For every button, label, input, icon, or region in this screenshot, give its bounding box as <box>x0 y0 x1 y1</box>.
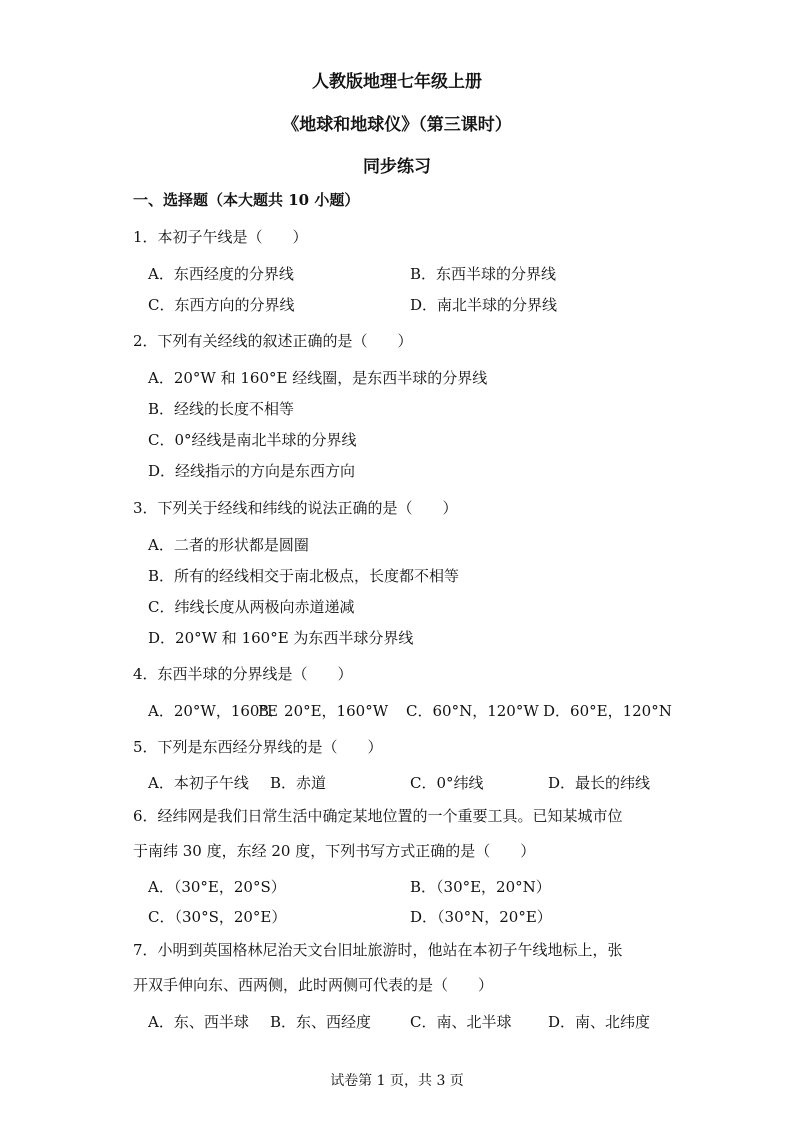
q7-option-c: C．南、北半球 <box>410 1013 512 1031</box>
q4-option-b: B．20°E，160°W <box>258 702 389 720</box>
q2-option-b: B．经线的长度不相等 <box>148 400 295 418</box>
q3-option-d: D．20°W 和 160°E 为东西半球分界线 <box>148 629 414 647</box>
q2-option-c: C．0°经线是南北半球的分界线 <box>148 431 357 449</box>
section-heading: 一、选择题（本大题共 10 小题） <box>133 191 360 209</box>
q6-option-d: D．（30°N，20°E） <box>410 908 552 926</box>
doc-heading: 同步练习 <box>363 157 431 177</box>
q6-option-b: B．（30°E，20°N） <box>410 878 551 896</box>
q6-option-c: C．（30°S，20°E） <box>148 908 287 926</box>
page-footer: 试卷第 1 页，共 3 页 <box>330 1073 464 1089</box>
question-6-stem-line2: 于南纬 30 度，东经 20 度，下列书写方式正确的是（ ） <box>133 842 536 860</box>
question-3-stem: 3．下列关于经线和纬线的说法正确的是（ ） <box>133 499 458 517</box>
q4-option-a: A．20°W，160°E <box>148 702 278 720</box>
question-7-stem-line1: 7．小明到英国格林尼治天文台旧址旅游时，他站在本初子午线地标上，张 <box>133 941 623 959</box>
question-7-stem-line2: 开双手伸向东、西两侧，此时两侧可代表的是（ ） <box>133 976 494 994</box>
doc-title: 人教版地理七年级上册 <box>312 72 482 92</box>
q3-option-b: B．所有的经线相交于南北极点，长度都不相等 <box>148 567 460 585</box>
q3-option-c: C．纬线长度从两极向赤道递减 <box>148 598 355 616</box>
q5-option-b: B．赤道 <box>270 774 327 792</box>
q7-option-a: A．东、西半球 <box>148 1013 249 1031</box>
q1-option-b: B．东西半球的分界线 <box>410 265 557 283</box>
question-2-stem: 2．下列有关经线的叙述正确的是（ ） <box>133 332 413 350</box>
q3-option-a: A．二者的形状都是圆圈 <box>148 536 309 554</box>
question-1-stem: 1．本初子午线是（ ） <box>133 228 308 246</box>
q1-option-d: D．南北半球的分界线 <box>410 296 558 314</box>
q4-option-c: C．60°N，120°W <box>406 702 539 720</box>
q1-option-a: A．东西经度的分界线 <box>148 265 294 283</box>
q6-option-a: A．（30°E，20°S） <box>148 878 286 896</box>
q1-option-c: C．东西方向的分界线 <box>148 296 295 314</box>
q4-option-d: D．60°E，120°N <box>543 702 672 720</box>
q5-option-a: A．本初子午线 <box>148 774 249 792</box>
q2-option-d: D．经线指示的方向是东西方向 <box>148 462 356 480</box>
q2-option-a: A．20°W 和 160°E 经线圈，是东西半球的分界线 <box>148 369 488 387</box>
question-6-stem-line1: 6．经纬网是我们日常生活中确定某地位置的一个重要工具。已知某城市位 <box>133 807 623 825</box>
q7-option-d: D．南、北纬度 <box>548 1013 651 1031</box>
question-5-stem: 5．下列是东西经分界线的是（ ） <box>133 738 383 756</box>
q5-option-d: D．最长的纬线 <box>548 774 651 792</box>
q5-option-c: C．0°纬线 <box>410 774 484 792</box>
q7-option-b: B．东、西经度 <box>270 1013 372 1031</box>
question-4-stem: 4．东西半球的分界线是（ ） <box>133 665 353 683</box>
doc-subtitle: 《地球和地球仪》（第三课时） <box>282 115 512 135</box>
